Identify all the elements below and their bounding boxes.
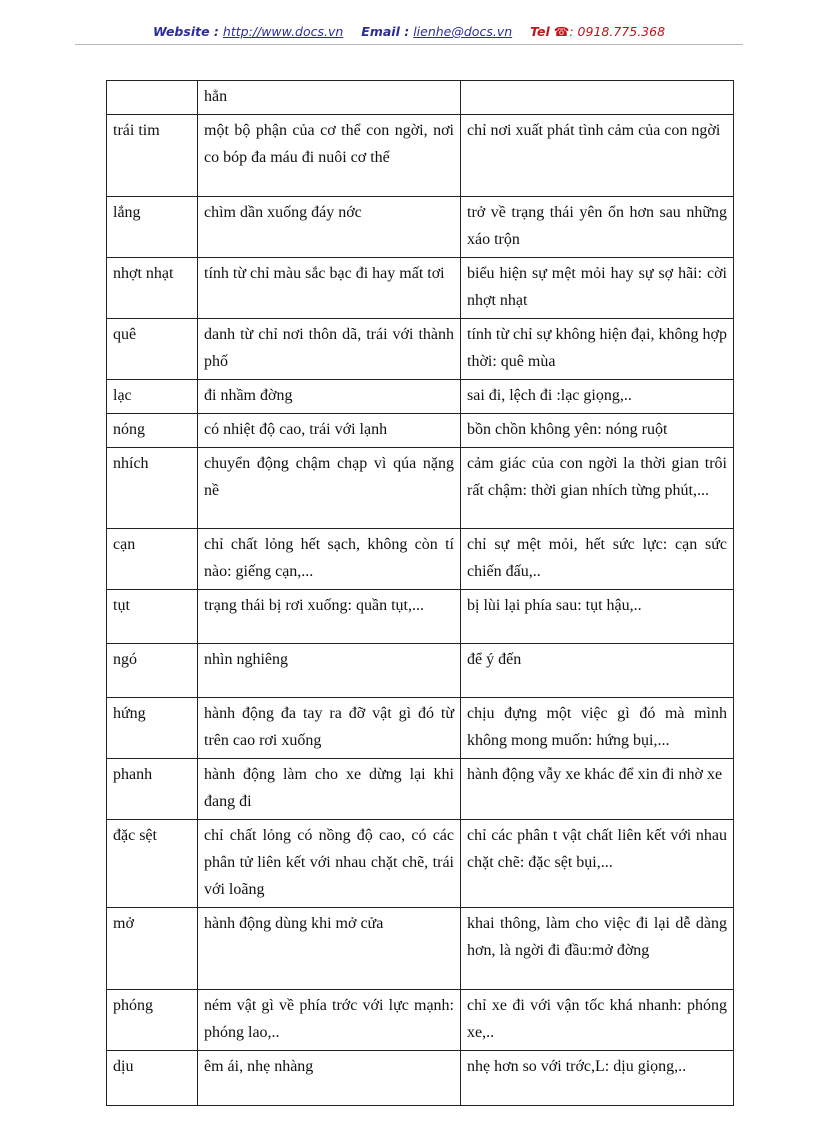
word-cell: hứng: [107, 698, 198, 759]
table-row: [107, 448, 734, 529]
word-cell: nóng: [107, 414, 198, 448]
figurative-meaning-cell: bồn chồn không yên: nóng ruột: [461, 414, 734, 448]
figurative-meaning-cell: [461, 81, 734, 115]
tel-label: Tel: [530, 24, 550, 39]
table-row: [107, 1051, 734, 1106]
table-row: [107, 197, 734, 258]
figurative-meaning-cell: biểu hiện sự mệt mỏi hay sự sợ hãi: cời nhợt nhạt: [461, 258, 734, 319]
vocabulary-table-body: [107, 81, 734, 1106]
literal-meaning-cell: hẳn: [198, 81, 461, 115]
table-row: [107, 990, 734, 1051]
word-cell: đặc sệt: [107, 820, 198, 908]
literal-meaning-cell: một bộ phận của cơ thể con ngời, nơi co bóp đa máu đi nuôi cơ thể: [198, 115, 461, 197]
table-row: [107, 258, 734, 319]
table-row: [107, 414, 734, 448]
table-row: [107, 115, 734, 197]
page-header: [75, 24, 743, 39]
literal-meaning-cell: danh từ chỉ nơi thôn dã, trái với thành phố: [198, 319, 461, 380]
figurative-meaning-cell: chỉ nơi xuất phát tình cảm của con ngời: [461, 115, 734, 197]
literal-meaning-cell: chuyển động chậm chạp vì qúa nặng nề: [198, 448, 461, 529]
word-cell: phanh: [107, 759, 198, 820]
word-cell: mở: [107, 908, 198, 990]
literal-meaning-cell: hành động dùng khi mở cửa: [198, 908, 461, 990]
figurative-meaning-cell: chỉ sự mệt mỏi, hết sức lực: cạn sức chiến đấu,..: [461, 529, 734, 590]
literal-meaning-cell: trạng thái bị rơi xuống: quần tụt,...: [198, 590, 461, 644]
word-cell: trái tim: [107, 115, 198, 197]
word-cell: nhợt nhạt: [107, 258, 198, 319]
figurative-meaning-cell: để ý đến: [461, 644, 734, 698]
table-row: [107, 319, 734, 380]
word-cell: phóng: [107, 990, 198, 1051]
table-row: [107, 590, 734, 644]
figurative-meaning-cell: bị lùi lại phía sau: tụt hậu,..: [461, 590, 734, 644]
word-cell: [107, 81, 198, 115]
word-cell: nhích: [107, 448, 198, 529]
figurative-meaning-cell: chỉ các phân t vật chất liên kết với nhau chặt chẽ: đặc sệt bụi,...: [461, 820, 734, 908]
figurative-meaning-cell: chịu đựng một việc gì đó mà mình không mong muốn: hứng bụi,...: [461, 698, 734, 759]
table-row: [107, 759, 734, 820]
table-row: [107, 81, 734, 115]
figurative-meaning-cell: khai thông, làm cho việc đi lại dễ dàng hơn, là ngời đi đầu:mở đờng: [461, 908, 734, 990]
word-cell: cạn: [107, 529, 198, 590]
website-link[interactable]: http://www.docs.vn: [222, 24, 344, 39]
literal-meaning-cell: có nhiệt độ cao, trái với lạnh: [198, 414, 461, 448]
phone-number: : 0918.775.368: [569, 24, 666, 39]
literal-meaning-cell: tính từ chỉ màu sắc bạc đi hay mất tơi: [198, 258, 461, 319]
literal-meaning-cell: nhìn nghiêng: [198, 644, 461, 698]
literal-meaning-cell: ném vật gì về phía trớc với lực mạnh: phóng lao,..: [198, 990, 461, 1051]
literal-meaning-cell: êm ái, nhẹ nhàng: [198, 1051, 461, 1106]
figurative-meaning-cell: chỉ xe đi với vận tốc khá nhanh: phóng xe,..: [461, 990, 734, 1051]
table-row: [107, 644, 734, 698]
email-link[interactable]: lienhe@docs.vn: [413, 24, 513, 39]
figurative-meaning-cell: trở về trạng thái yên ổn hơn sau những xáo trộn: [461, 197, 734, 258]
word-cell: tụt: [107, 590, 198, 644]
word-cell: lắng: [107, 197, 198, 258]
email-label: Email: [361, 24, 400, 39]
figurative-meaning-cell: hành động vẫy xe khác để xin đi nhờ xe: [461, 759, 734, 820]
figurative-meaning-cell: nhẹ hơn so với trớc,L: dịu giọng,..: [461, 1051, 734, 1106]
table-row: [107, 380, 734, 414]
table-row: [107, 820, 734, 908]
word-cell: quê: [107, 319, 198, 380]
table-row: [107, 908, 734, 990]
email-separator: :: [399, 24, 410, 39]
literal-meaning-cell: chìm dần xuống đáy nớc: [198, 197, 461, 258]
table-row: [107, 698, 734, 759]
figurative-meaning-cell: sai đi, lệch đi :lạc giọng,..: [461, 380, 734, 414]
figurative-meaning-cell: tính từ chỉ sự không hiện đại, không hợp thời: quê mùa: [461, 319, 734, 380]
figurative-meaning-cell: cảm giác của con ngời la thời gian trôi rất chậm: thời gian nhích từng phút,...: [461, 448, 734, 529]
vocabulary-table: [106, 80, 734, 1106]
literal-meaning-cell: đi nhầm đờng: [198, 380, 461, 414]
literal-meaning-cell: chỉ chất lỏng hết sạch, không còn tí nào: giếng cạn,...: [198, 529, 461, 590]
website-label: Website :: [152, 24, 219, 39]
phone-icon: ☎: [553, 24, 570, 39]
literal-meaning-cell: hành động đa tay ra đỡ vật gì đó từ trên cao rơi xuống: [198, 698, 461, 759]
word-cell: lạc: [107, 380, 198, 414]
literal-meaning-cell: hành động làm cho xe dừng lại khi đang đi: [198, 759, 461, 820]
table-row: [107, 529, 734, 590]
word-cell: ngó: [107, 644, 198, 698]
header-divider: [75, 44, 743, 45]
literal-meaning-cell: chỉ chất lỏng có nồng độ cao, có các phân tử liên kết với nhau chặt chẽ, trái với loãng: [198, 820, 461, 908]
word-cell: dịu: [107, 1051, 198, 1106]
